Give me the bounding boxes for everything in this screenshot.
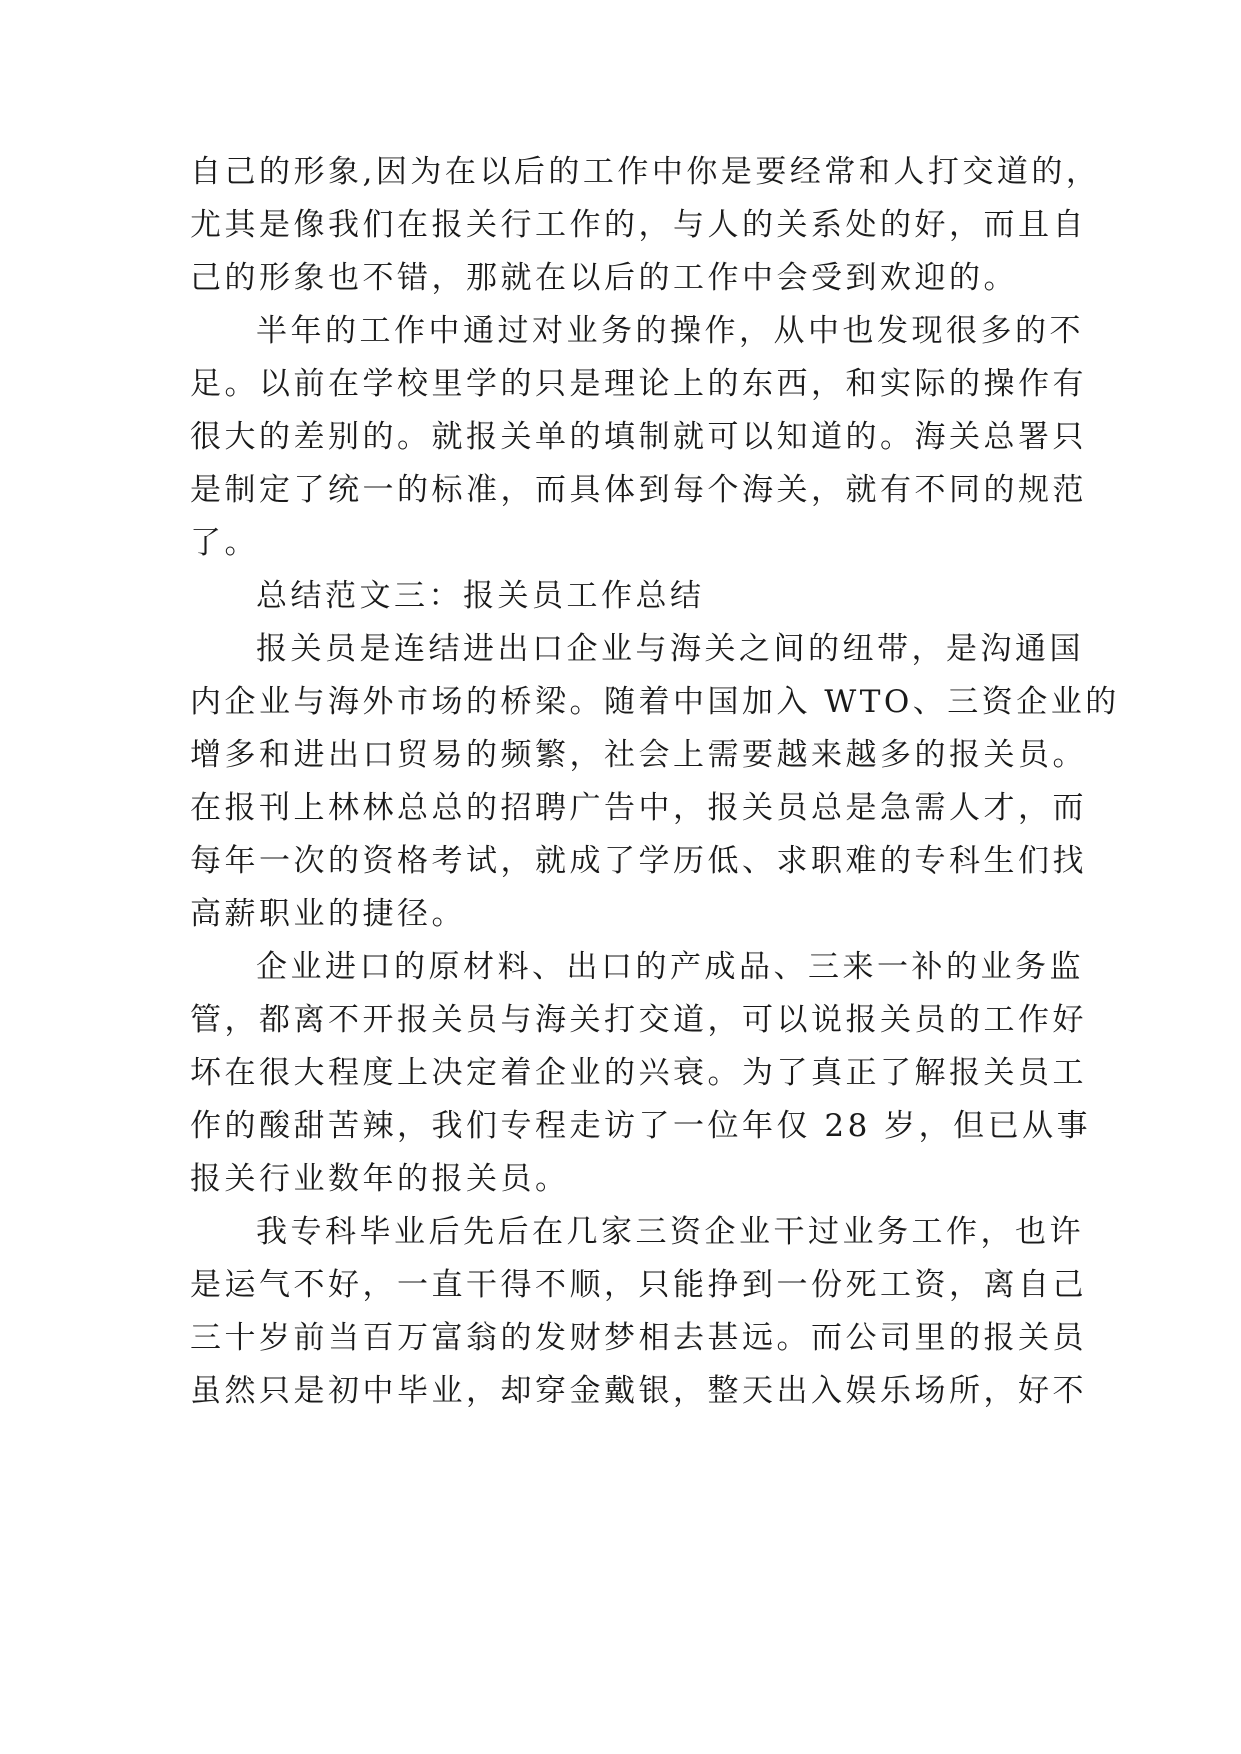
text-line: 每年一次的资格考试，就成了学历低、求职难的专科生们找 [190,843,1087,879]
text-line: 了。 [190,525,259,561]
text-line: 是制定了统一的标准，而具体到每个海关，就有不同的规范 [190,472,1087,508]
text-line: 虽然只是初中毕业，却穿金戴银，整天出入娱乐场所，好不 [190,1373,1087,1409]
text-line: 内企业与海外市场的桥梁。随着中国加入 WTO、三资企业的 [190,684,1120,720]
text-line: 在报刊上林林总总的招聘广告中，报关员总是急需人才，而 [190,790,1087,826]
section-heading: 总结范文三：报关员工作总结 [256,578,705,614]
text-line: 是运气不好，一直干得不顺，只能挣到一份死工资，离自己 [190,1267,1087,1303]
text-line: 增多和进出口贸易的频繁，社会上需要越来越多的报关员。 [190,737,1087,773]
text-line: 己的形象也不错，那就在以后的工作中会受到欢迎的。 [190,260,1018,296]
text-line: 报关行业数年的报关员。 [190,1161,570,1197]
text-line: 很大的差别的。就报关单的填制就可以知道的。海关总署只 [190,419,1087,455]
paragraph-start-line: 半年的工作中通过对业务的操作，从中也发现很多的不 [256,313,1084,349]
text-line: 自己的形象,因为在以后的工作中你是要经常和人打交道的， [190,154,1101,190]
text-line: 足。以前在学校里学的只是理论上的东西，和实际的操作有 [190,366,1087,402]
text-line: 三十岁前当百万富翁的发财梦相去甚远。而公司里的报关员 [190,1320,1087,1356]
paragraph-start-line: 企业进口的原材料、出口的产成品、三来一补的业务监 [256,949,1084,985]
text-line: 高薪职业的捷径。 [190,896,466,932]
text-line: 管，都离不开报关员与海关打交道，可以说报关员的工作好 [190,1002,1087,1038]
text-line: 尤其是像我们在报关行工作的，与人的关系处的好，而且自 [190,207,1087,243]
text-line: 作的酸甜苦辣，我们专程走访了一位年仅 28 岁，但已从事 [190,1108,1092,1144]
text-line: 坏在很大程度上决定着企业的兴衰。为了真正了解报关员工 [190,1055,1087,1091]
paragraph-start-line: 我专科毕业后先后在几家三资企业干过业务工作，也许 [256,1214,1084,1250]
paragraph-start-line: 报关员是连结进出口企业与海关之间的纽带，是沟通国 [256,631,1084,667]
